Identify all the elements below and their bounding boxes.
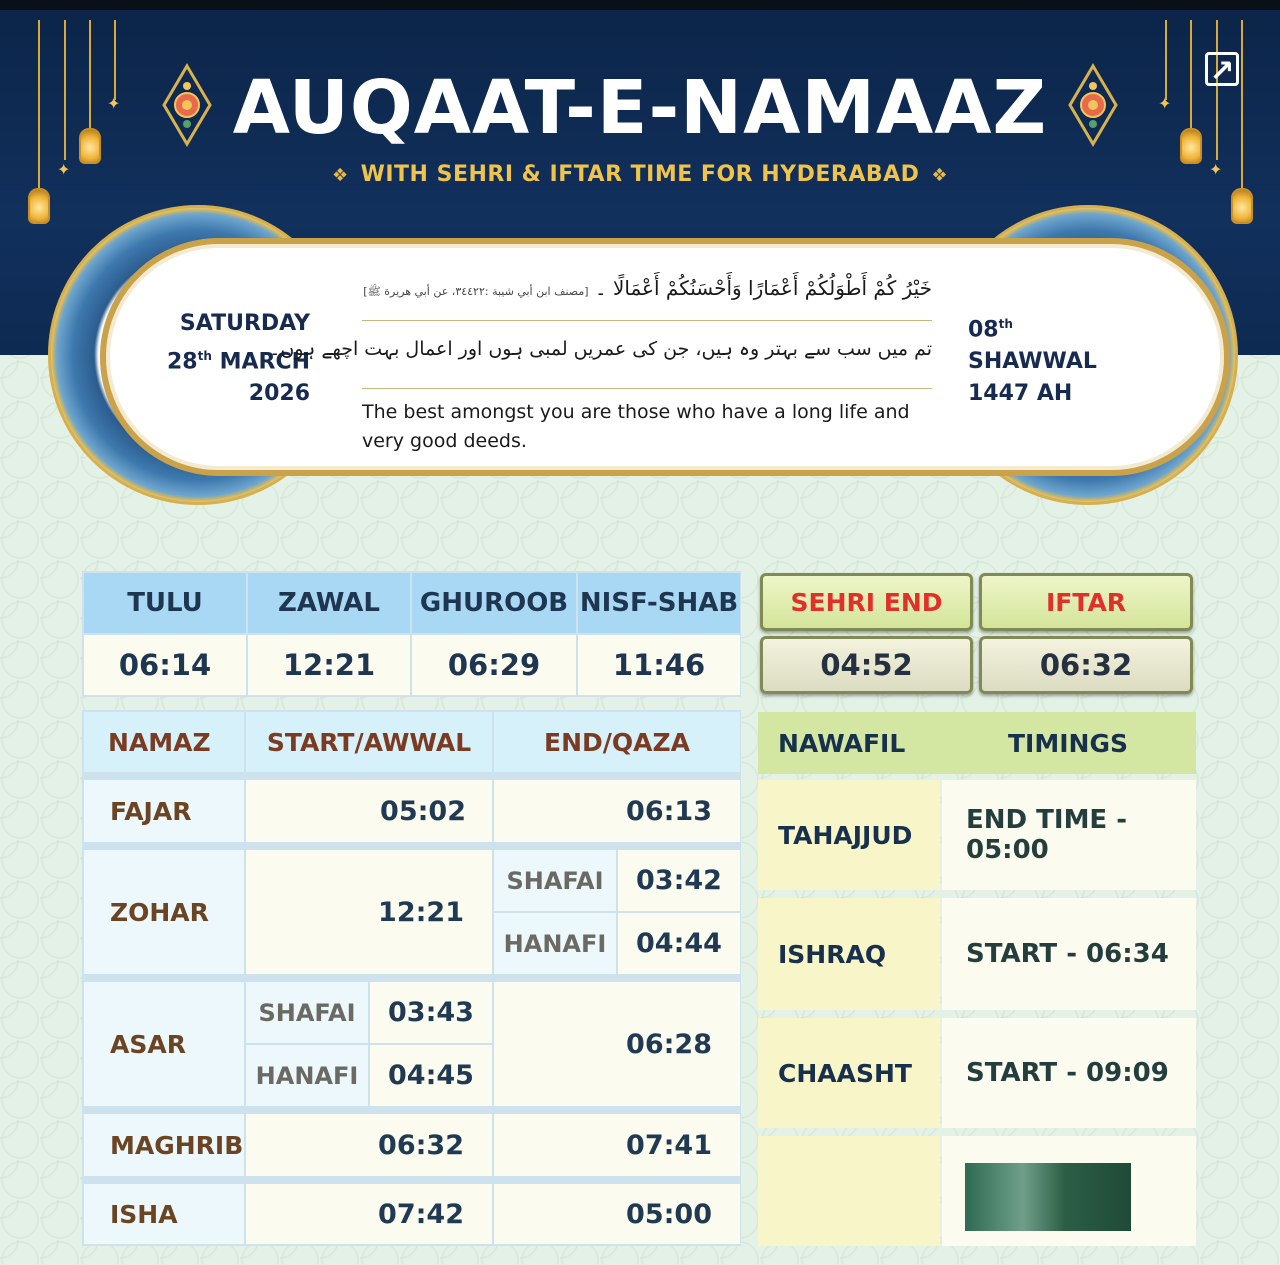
hijri-month: SHAWWAL (968, 349, 1097, 375)
fajar-start: 05:02 (246, 780, 492, 842)
lantern-icon (1231, 188, 1253, 224)
maghrib-end: 07:41 (494, 1114, 740, 1176)
lantern-icon (28, 188, 50, 224)
zohar-name: ZOHAR (84, 850, 244, 974)
header-tulu: TULU (84, 573, 246, 633)
top-bar (0, 0, 1280, 10)
hijri-day-row (968, 308, 1128, 346)
value-tulu: 06:14 (84, 635, 246, 695)
zohar-shafai-end: 03:42 (618, 850, 740, 911)
ornament-icon: ❖ (331, 165, 349, 186)
header-nawafil: NAWAFIL (778, 728, 906, 758)
hadith-arabic: خَيْرُ كُمْ أَطْوَلُكُمْ أَعْمَارًا وَأَحْسَنُكُمْ أَعْمَالًا ۔ (594, 276, 932, 300)
maghrib-start: 06:32 (246, 1114, 492, 1176)
ishraq-name: ISHRAQ (758, 898, 940, 1010)
value-nisf-shab: 11:46 (578, 635, 740, 695)
day: 28 (167, 349, 198, 375)
ornament-icon: ❖ (931, 165, 949, 186)
page-subtitle: WITH SEHRI & IFTAR TIME FOR HYDERABAD (360, 162, 920, 187)
year: 2026 (248, 381, 310, 407)
isha-start: 07:42 (246, 1184, 492, 1244)
zohar-start: 12:21 (246, 850, 492, 974)
hadith-arabic-row (362, 276, 932, 301)
asar-hanafi-start: 04:45 (370, 1045, 492, 1106)
asar-end: 06:28 (494, 982, 740, 1106)
hijri-day: 08 (968, 317, 999, 343)
weekday: SATURDAY (179, 311, 310, 336)
asar-hanafi-label: HANAFI (246, 1045, 368, 1106)
header-start: START/AWWAL (246, 712, 492, 772)
day-suffix: th (197, 349, 212, 363)
share-icon[interactable]: ↗ (1205, 52, 1239, 86)
ishraq-timing: START - 06:34 (942, 898, 1196, 1010)
header-zawal: ZAWAL (248, 573, 410, 633)
header-end: END/QAZA (494, 712, 740, 772)
hijri-day-suffix: th (998, 317, 1013, 331)
star-icon: ✦ (107, 94, 121, 113)
star-icon: ✦ (57, 160, 71, 179)
value-ghuroob: 06:29 (412, 635, 576, 695)
star-icon: ✦ (1158, 94, 1172, 113)
header-nisf-shab: NISF-SHAB (578, 573, 740, 633)
chaasht-timing: START - 09:09 (942, 1018, 1196, 1128)
sehri-end-time: 04:52 (760, 636, 973, 694)
fajar-name: FAJAR (84, 780, 244, 842)
divider (362, 388, 932, 389)
header-namaz: NAMAZ (84, 712, 244, 772)
iftar-label: IFTAR (979, 573, 1193, 631)
hijri-year: 1447 AH (968, 381, 1073, 407)
obscured-name-cell (758, 1136, 940, 1246)
month: MARCH (219, 349, 310, 375)
isha-name: ISHA (84, 1184, 244, 1244)
divider (362, 320, 932, 321)
sehri-end-label: SEHRI END (760, 573, 973, 631)
subtitle-row (0, 162, 1280, 187)
zohar-hanafi-end: 04:44 (618, 913, 740, 974)
maghrib-name: MAGHRIB (84, 1114, 244, 1176)
zohar-hanafi-label: HANAFI (494, 913, 616, 974)
asar-name: ASAR (84, 982, 244, 1106)
tahajjud-timing: END TIME - 05:00 (942, 780, 1196, 890)
asar-shafai-label: SHAFAI (246, 982, 368, 1043)
hadith-english: The best amongst you are those who have a long life and very good deeds. (362, 401, 910, 452)
page-title: AUQAAT-E-NAMAAZ (232, 65, 1048, 151)
isha-end: 05:00 (494, 1184, 740, 1244)
hadith-reference: [مصنف ابن أبي شيبة :٣٤٤٢٢، عن أبي هريرة ﷺ] (363, 285, 589, 298)
zohar-shafai-label: SHAFAI (494, 850, 616, 911)
fajar-end: 06:13 (494, 780, 740, 842)
value-zawal: 12:21 (248, 635, 410, 695)
header-ghuroob: GHUROOB (412, 573, 576, 633)
hijri-date (968, 308, 1128, 410)
tahajjud-name: TAHAJJUD (758, 780, 940, 890)
header-timings: TIMINGS (1008, 728, 1128, 758)
chaasht-name: CHAASHT (758, 1018, 940, 1128)
obscured-region (965, 1163, 1131, 1231)
hadith-urdu: تم میں سب سے بہتر وہ ہیں، جن کی عمریں لمبی ہوں اور اعمال بہت اچھے ہوں۔ (269, 338, 932, 360)
asar-shafai-start: 03:43 (370, 982, 492, 1043)
star-icon: ✦ (1209, 160, 1223, 179)
iftar-time: 06:32 (979, 636, 1193, 694)
